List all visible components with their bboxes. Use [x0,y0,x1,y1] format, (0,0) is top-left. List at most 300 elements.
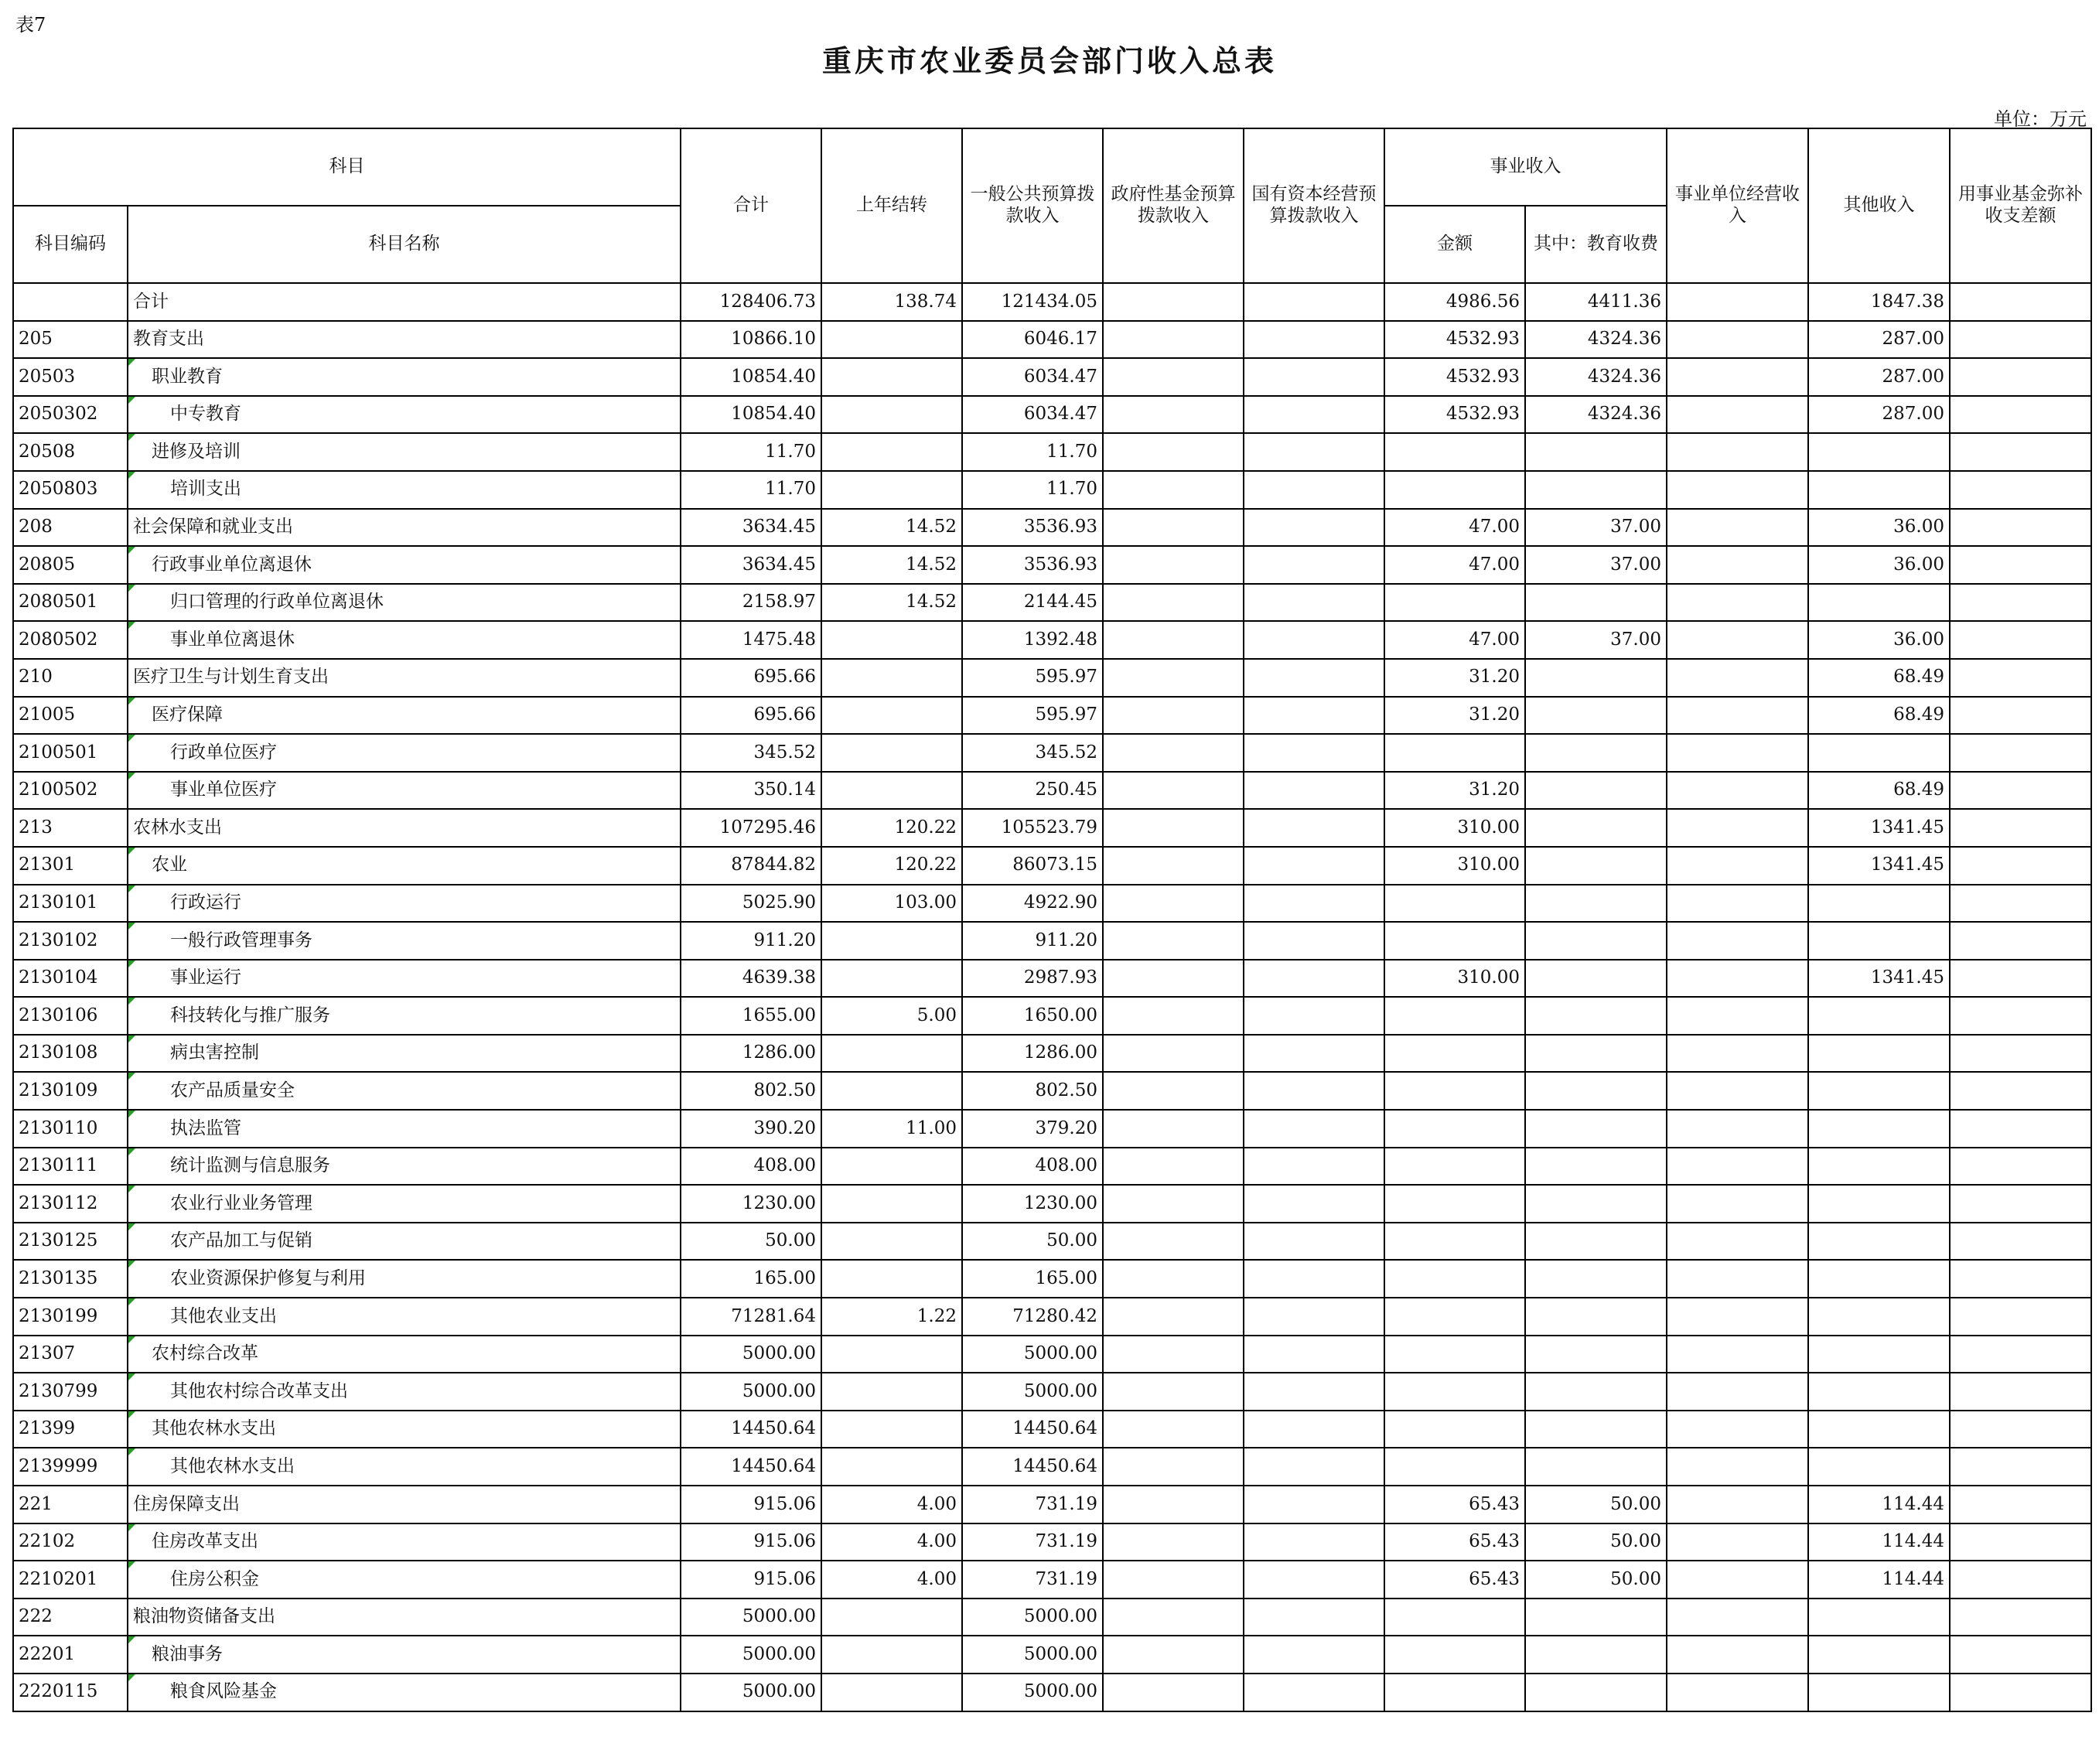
value-cell: 10866.10 [681,321,821,359]
value-cell: 595.97 [962,659,1103,697]
value-cell [1667,1373,1808,1411]
value-cell: 105523.79 [962,809,1103,847]
income-table [12,128,2092,1712]
value-cell [1808,1035,1950,1073]
subject-name: 粮油物资储备支出 [128,1599,681,1636]
subject-name: 事业单位医疗 [128,772,681,810]
value-cell [1525,885,1667,923]
value-cell: 1392.48 [962,621,1103,659]
value-cell [1808,1373,1950,1411]
value-cell: 1286.00 [681,1035,821,1073]
value-cell [1950,1072,2091,1110]
subject-code: 2130106 [13,997,128,1035]
value-cell [1667,1072,1808,1110]
value-cell [1384,1373,1525,1411]
value-cell [1244,584,1384,622]
value-cell: 287.00 [1808,321,1950,359]
value-cell: 4922.90 [962,885,1103,923]
value-cell [1244,396,1384,434]
value-cell [1103,1599,1244,1636]
value-cell [1950,1448,2091,1486]
value-cell [1384,734,1525,772]
value-cell [1950,1185,2091,1223]
value-cell [1667,922,1808,960]
value-cell: 1847.38 [1808,283,1950,321]
value-cell: 3536.93 [962,546,1103,584]
subject-code: 21307 [13,1336,128,1373]
table-row [13,396,2091,434]
value-cell: 6046.17 [962,321,1103,359]
value-cell [1667,1448,1808,1486]
value-cell [821,321,962,359]
value-cell: 65.43 [1384,1486,1525,1523]
value-cell: 287.00 [1808,358,1950,396]
value-cell [1384,433,1525,471]
value-cell: 50.00 [1525,1486,1667,1523]
value-cell: 114.44 [1808,1561,1950,1599]
table-row [13,1561,2091,1599]
value-cell: 14.52 [821,546,962,584]
table-row [13,621,2091,659]
subject-code: 21005 [13,697,128,735]
value-cell [1244,1336,1384,1373]
value-cell: 5.00 [821,997,962,1035]
value-cell: 731.19 [962,1561,1103,1599]
value-cell [1244,1448,1384,1486]
subject-name: 科技转化与推广服务 [128,997,681,1035]
value-cell [1103,1223,1244,1261]
value-cell [1244,1223,1384,1261]
subject-code: 2130109 [13,1072,128,1110]
value-cell [1667,433,1808,471]
table-row [13,1336,2091,1373]
value-cell [1244,1561,1384,1599]
table-row [13,321,2091,359]
value-cell [1103,1298,1244,1336]
value-cell [1667,1035,1808,1073]
value-cell [1103,509,1244,547]
value-cell [1950,1260,2091,1298]
value-cell [1950,1523,2091,1561]
value-cell: 4.00 [821,1523,962,1561]
value-cell: 695.66 [681,659,821,697]
value-cell [1384,1636,1525,1674]
value-cell: 50.00 [1525,1561,1667,1599]
value-cell [1525,433,1667,471]
value-cell [1808,922,1950,960]
table-row [13,1674,2091,1711]
subject-code: 21399 [13,1411,128,1448]
value-cell: 120.22 [821,809,962,847]
subject-name: 农林水支出 [128,809,681,847]
value-cell: 87844.82 [681,847,821,885]
value-cell [1667,1298,1808,1336]
value-cell: 14450.64 [962,1411,1103,1448]
value-cell [1103,1373,1244,1411]
value-cell: 47.00 [1384,509,1525,547]
header-total: 合计 [681,128,821,283]
subject-name: 其他农村综合改革支出 [128,1373,681,1411]
value-cell [1950,1336,2091,1373]
value-cell [1667,1599,1808,1636]
value-cell [1950,885,2091,923]
table-row [13,1486,2091,1523]
value-cell: 911.20 [962,922,1103,960]
value-cell [821,471,962,509]
value-cell [1525,1448,1667,1486]
value-cell [1244,1298,1384,1336]
value-cell [1667,471,1808,509]
value-cell: 14.52 [821,509,962,547]
value-cell [1384,471,1525,509]
value-cell: 50.00 [681,1223,821,1261]
value-cell [1808,885,1950,923]
table-header [13,128,2091,283]
subject-code: 2130125 [13,1223,128,1261]
value-cell [1244,697,1384,735]
table-row [13,1373,2091,1411]
value-cell [1667,509,1808,547]
value-cell: 11.70 [681,433,821,471]
value-cell [1808,1411,1950,1448]
value-cell [1384,584,1525,622]
value-cell [821,960,962,998]
value-cell: 65.43 [1384,1523,1525,1561]
value-cell [1244,659,1384,697]
table-row [13,1260,2091,1298]
table-row [13,584,2091,622]
value-cell [1525,697,1667,735]
table-row [13,546,2091,584]
value-cell [821,396,962,434]
table-row [13,809,2091,847]
header-reserve-fund: 用事业基金弥补收支差额 [1950,128,2091,283]
value-cell: 11.70 [681,471,821,509]
value-cell [1950,396,2091,434]
value-cell [1244,283,1384,321]
value-cell: 5000.00 [681,1373,821,1411]
subject-name: 行政事业单位离退休 [128,546,681,584]
table-row [13,509,2091,547]
value-cell [821,1411,962,1448]
value-cell [1950,997,2091,1035]
value-cell: 1341.45 [1808,960,1950,998]
value-cell: 165.00 [681,1260,821,1298]
table-number: 表7 [15,14,46,36]
value-cell [1950,546,2091,584]
value-cell [1950,847,2091,885]
value-cell [1950,1110,2091,1148]
subject-code: 2080502 [13,621,128,659]
value-cell [1667,1260,1808,1298]
table-row [13,697,2091,735]
value-cell: 4639.38 [681,960,821,998]
subject-name: 粮油事务 [128,1636,681,1674]
value-cell [821,1148,962,1186]
subject-name: 执法监管 [128,1110,681,1148]
value-cell: 731.19 [962,1523,1103,1561]
value-cell [1103,885,1244,923]
value-cell: 1655.00 [681,997,821,1035]
value-cell: 4324.36 [1525,321,1667,359]
value-cell [1103,997,1244,1035]
value-cell [1667,1185,1808,1223]
value-cell [1384,1110,1525,1148]
value-cell [1667,734,1808,772]
value-cell [1667,697,1808,735]
value-cell [1103,1561,1244,1599]
header-code: 科目编码 [13,206,128,283]
subject-name: 住房改革支出 [128,1523,681,1561]
value-cell: 350.14 [681,772,821,810]
value-cell [1808,1185,1950,1223]
subject-name: 进修及培训 [128,433,681,471]
value-cell: 103.00 [821,885,962,923]
value-cell [1103,847,1244,885]
value-cell: 4.00 [821,1486,962,1523]
value-cell [1244,621,1384,659]
value-cell: 408.00 [962,1148,1103,1186]
value-cell [1244,546,1384,584]
value-cell [1525,1411,1667,1448]
value-cell [1950,659,2091,697]
value-cell [1525,584,1667,622]
subject-code: 2220115 [13,1674,128,1711]
header-operating-income: 事业单位经营收入 [1667,128,1808,283]
value-cell: 4.00 [821,1561,962,1599]
value-cell: 6034.47 [962,396,1103,434]
table-row [13,1072,2091,1110]
value-cell: 114.44 [1808,1486,1950,1523]
unit-label: 单位：万元 [1994,108,2087,130]
value-cell: 68.49 [1808,772,1950,810]
value-cell [1103,1035,1244,1073]
value-cell [1384,885,1525,923]
value-cell [1950,1411,2091,1448]
table-row [13,659,2091,697]
value-cell [1525,1223,1667,1261]
value-cell: 4324.36 [1525,358,1667,396]
value-cell: 310.00 [1384,809,1525,847]
value-cell [1103,1523,1244,1561]
value-cell: 65.43 [1384,1561,1525,1599]
value-cell [1950,471,2091,509]
value-cell [1244,509,1384,547]
subject-code: 2130199 [13,1298,128,1336]
value-cell [1667,997,1808,1035]
value-cell: 731.19 [962,1486,1103,1523]
value-cell [1808,1260,1950,1298]
value-cell [1244,1148,1384,1186]
header-capital-budget: 国有资本经营预算拨款收入 [1244,128,1384,283]
value-cell: 1341.45 [1808,847,1950,885]
subject-name: 其他农林水支出 [128,1448,681,1486]
value-cell: 595.97 [962,697,1103,735]
value-cell [1950,1373,2091,1411]
value-cell: 11.70 [962,433,1103,471]
value-cell [1103,621,1244,659]
value-cell [1950,584,2091,622]
value-cell [1667,1561,1808,1599]
value-cell: 1286.00 [962,1035,1103,1073]
value-cell [1950,734,2091,772]
subject-name: 职业教育 [128,358,681,396]
value-cell: 68.49 [1808,697,1950,735]
value-cell [1244,321,1384,359]
subject-code: 2130111 [13,1148,128,1186]
value-cell: 47.00 [1384,546,1525,584]
value-cell: 5000.00 [681,1636,821,1674]
subject-code: 20805 [13,546,128,584]
value-cell: 11.70 [962,471,1103,509]
subject-name: 农村综合改革 [128,1336,681,1373]
subject-name: 粮食风险基金 [128,1674,681,1711]
value-cell [1384,1072,1525,1110]
value-cell [1103,283,1244,321]
value-cell [1103,584,1244,622]
value-cell: 10854.40 [681,396,821,434]
value-cell: 11.00 [821,1110,962,1148]
table-row [13,997,2091,1035]
value-cell: 915.06 [681,1561,821,1599]
value-cell [1525,847,1667,885]
subject-code: 213 [13,809,128,847]
subject-code: 2050302 [13,396,128,434]
value-cell: 121434.05 [962,283,1103,321]
value-cell: 36.00 [1808,509,1950,547]
value-cell [1103,1411,1244,1448]
value-cell: 3536.93 [962,509,1103,547]
value-cell [1808,734,1950,772]
value-cell: 3634.45 [681,509,821,547]
value-cell [1667,1674,1808,1711]
value-cell [1384,1148,1525,1186]
value-cell [1384,922,1525,960]
value-cell [1950,433,2091,471]
table-row [13,772,2091,810]
value-cell [1244,885,1384,923]
value-cell [1808,1599,1950,1636]
value-cell [1384,997,1525,1035]
value-cell: 37.00 [1525,621,1667,659]
value-cell: 31.20 [1384,659,1525,697]
value-cell [821,659,962,697]
value-cell [1103,1448,1244,1486]
value-cell [1525,997,1667,1035]
value-cell: 36.00 [1808,546,1950,584]
value-cell [1525,960,1667,998]
subject-name: 培训支出 [128,471,681,509]
table-row [13,734,2091,772]
value-cell: 4324.36 [1525,396,1667,434]
value-cell [1103,396,1244,434]
value-cell [1103,358,1244,396]
value-cell [1384,1298,1525,1336]
value-cell: 5000.00 [962,1636,1103,1674]
value-cell [1950,1636,2091,1674]
value-cell [821,1636,962,1674]
value-cell: 345.52 [962,734,1103,772]
value-cell [1667,621,1808,659]
value-cell: 165.00 [962,1260,1103,1298]
value-cell: 1650.00 [962,997,1103,1035]
value-cell: 50.00 [962,1223,1103,1261]
header-amount: 金额 [1384,206,1525,283]
value-cell [1667,659,1808,697]
header-business-income: 事业收入 [1384,128,1667,206]
value-cell [1808,584,1950,622]
header-general-budget: 一般公共预算拨款收入 [962,128,1103,283]
value-cell: 36.00 [1808,621,1950,659]
value-cell [1808,1072,1950,1110]
table-row [13,433,2091,471]
value-cell [1525,1035,1667,1073]
value-cell [1244,847,1384,885]
value-cell: 802.50 [681,1072,821,1110]
value-cell [1950,1223,2091,1261]
value-cell [1244,1185,1384,1223]
value-cell [821,358,962,396]
value-cell [1244,997,1384,1035]
value-cell: 6034.47 [962,358,1103,396]
value-cell [821,1260,962,1298]
value-cell [1103,1072,1244,1110]
value-cell [1525,734,1667,772]
value-cell [821,1223,962,1261]
table-row [13,1185,2091,1223]
value-cell: 250.45 [962,772,1103,810]
value-cell [1667,358,1808,396]
value-cell [1244,1035,1384,1073]
table-row [13,922,2091,960]
subject-code: 2130112 [13,1185,128,1223]
table-row [13,1110,2091,1148]
value-cell [1667,1148,1808,1186]
value-cell: 37.00 [1525,546,1667,584]
value-cell [821,1674,962,1711]
value-cell [1950,1035,2091,1073]
value-cell [1808,1148,1950,1186]
value-cell [821,922,962,960]
subject-code: 2130799 [13,1373,128,1411]
header-subject: 科目 [13,128,681,206]
value-cell [1103,546,1244,584]
value-cell [1525,1298,1667,1336]
subject-name: 统计监测与信息服务 [128,1148,681,1186]
subject-code: 2050803 [13,471,128,509]
header-edu-fee: 其中：教育收费 [1525,206,1667,283]
value-cell: 911.20 [681,922,821,960]
subject-name: 住房公积金 [128,1561,681,1599]
value-cell [1244,734,1384,772]
value-cell [1244,433,1384,471]
value-cell [1244,471,1384,509]
value-cell [1103,433,1244,471]
value-cell [1103,772,1244,810]
subject-name: 合计 [128,283,681,321]
value-cell: 14450.64 [681,1411,821,1448]
subject-name: 事业单位离退休 [128,621,681,659]
value-cell [821,1448,962,1486]
value-cell [1525,1373,1667,1411]
table-row [13,847,2091,885]
value-cell [1808,471,1950,509]
value-cell [1525,772,1667,810]
value-cell [1244,1486,1384,1523]
value-cell [1244,1072,1384,1110]
subject-code: 2130102 [13,922,128,960]
subject-name: 医疗卫生与计划生育支出 [128,659,681,697]
